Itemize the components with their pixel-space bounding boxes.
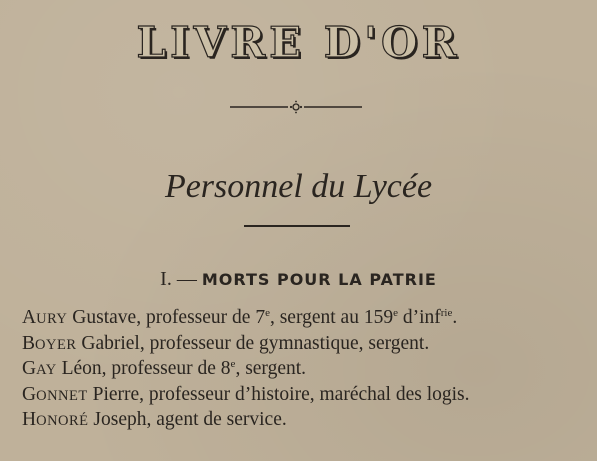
surname-initial: G (22, 383, 37, 405)
surname-rest: ONORÉ (36, 413, 89, 430)
entry-text: Joseph, agent de service. (88, 409, 287, 431)
entry-text: . (452, 307, 458, 328)
entry-text: Gabriel, professeur de gymnastique, sergent. (76, 332, 430, 354)
surname-initial: B (22, 332, 36, 354)
page-title: LIVRE D'OR (136, 18, 461, 67)
superscript: e (265, 307, 270, 319)
section-title: Personnel du Lycée (164, 168, 433, 205)
subsection-number: I. — (160, 268, 197, 290)
list-item (22, 306, 592, 332)
superscript: e (230, 358, 236, 371)
surname-rest: AY (36, 362, 57, 379)
list-item (22, 357, 592, 383)
surname-initial: A (22, 307, 37, 328)
list-item (22, 332, 592, 358)
subsection-label: MORTS POUR LA PATRIE (201, 270, 437, 289)
list-item (22, 383, 592, 409)
entry-text: d’inf (397, 307, 441, 328)
surname-initial: G (22, 358, 37, 380)
surname-rest: ONNET (36, 387, 88, 404)
personnel-list (22, 306, 592, 434)
subsection-heading (0, 268, 597, 291)
superscript: e (393, 307, 398, 319)
ornament-divider (230, 100, 362, 114)
surname-rest: OYER (35, 336, 77, 353)
section-rule (244, 225, 350, 227)
entry-text: Léon, professeur de 8 (56, 358, 231, 380)
entry-text: , sergent. (235, 358, 307, 380)
surname-initial: H (22, 409, 37, 431)
entry-text: , sergent au 159 (269, 307, 394, 328)
superscript: rie (440, 307, 453, 319)
list-item (22, 408, 592, 434)
surname-rest: URY (36, 311, 68, 327)
entry-text: Pierre, professeur d’histoire, maréchal des logis. (87, 383, 470, 405)
entry-text: Gustave, professeur de 7 (67, 307, 266, 328)
